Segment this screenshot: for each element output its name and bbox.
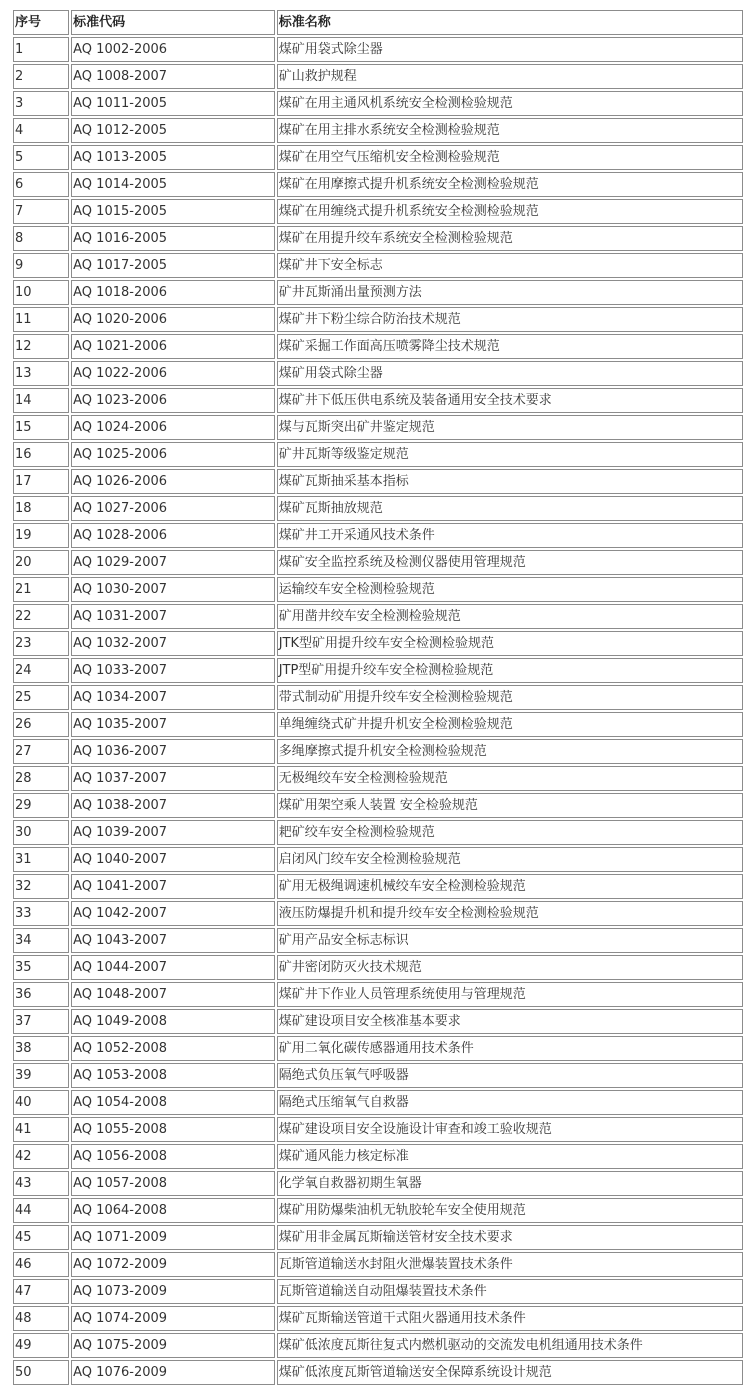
table-row bbox=[13, 1009, 743, 1034]
cell-name: 煤矿瓦斯输送管道干式阻火器通用技术条件 bbox=[277, 1306, 743, 1331]
cell-name: 矿用产品安全标志标识 bbox=[277, 928, 743, 953]
table-row bbox=[13, 604, 743, 629]
cell-name: 煤矿建设项目安全设施设计审查和竣工验收规范 bbox=[277, 1117, 743, 1142]
cell-name: 煤与瓦斯突出矿井鉴定规范 bbox=[277, 415, 743, 440]
cell-no: 8 bbox=[13, 226, 69, 251]
cell-no: 19 bbox=[13, 523, 69, 548]
cell-no: 45 bbox=[13, 1225, 69, 1250]
cell-code: AQ 1020-2006 bbox=[71, 307, 275, 332]
cell-no: 23 bbox=[13, 631, 69, 656]
cell-name: 矿用无极绳调速机械绞车安全检测检验规范 bbox=[277, 874, 743, 899]
table-row bbox=[13, 415, 743, 440]
table-row bbox=[13, 1090, 743, 1115]
cell-code: AQ 1027-2006 bbox=[71, 496, 275, 521]
cell-no: 39 bbox=[13, 1063, 69, 1088]
cell-name: 煤矿用袋式除尘器 bbox=[277, 361, 743, 386]
table-row bbox=[13, 631, 743, 656]
cell-code: AQ 1040-2007 bbox=[71, 847, 275, 872]
table-row bbox=[13, 469, 743, 494]
cell-code: AQ 1038-2007 bbox=[71, 793, 275, 818]
table-row bbox=[13, 712, 743, 737]
table-body bbox=[13, 37, 743, 1385]
table-row bbox=[13, 1144, 743, 1169]
cell-code: AQ 1032-2007 bbox=[71, 631, 275, 656]
cell-no: 1 bbox=[13, 37, 69, 62]
cell-name: 矿井密闭防灭火技术规范 bbox=[277, 955, 743, 980]
cell-no: 21 bbox=[13, 577, 69, 602]
cell-code: AQ 1056-2008 bbox=[71, 1144, 275, 1169]
table-row bbox=[13, 1252, 743, 1277]
cell-no: 29 bbox=[13, 793, 69, 818]
cell-code: AQ 1042-2007 bbox=[71, 901, 275, 926]
table-row bbox=[13, 1198, 743, 1223]
header-code: 标准代码 bbox=[71, 10, 275, 35]
cell-name: 煤矿瓦斯抽放规范 bbox=[277, 496, 743, 521]
cell-no: 33 bbox=[13, 901, 69, 926]
cell-name: 煤矿在用主排水系统安全检测检验规范 bbox=[277, 118, 743, 143]
table-row bbox=[13, 847, 743, 872]
cell-code: AQ 1055-2008 bbox=[71, 1117, 275, 1142]
table-row bbox=[13, 901, 743, 926]
cell-name: 煤矿井下作业人员管理系统使用与管理规范 bbox=[277, 982, 743, 1007]
cell-code: AQ 1035-2007 bbox=[71, 712, 275, 737]
cell-no: 43 bbox=[13, 1171, 69, 1196]
cell-no: 35 bbox=[13, 955, 69, 980]
table-row bbox=[13, 64, 743, 89]
cell-no: 11 bbox=[13, 307, 69, 332]
cell-name: 煤矿用防爆柴油机无轨胶轮车安全使用规范 bbox=[277, 1198, 743, 1223]
cell-code: AQ 1048-2007 bbox=[71, 982, 275, 1007]
cell-name: 煤矿建设项目安全核准基本要求 bbox=[277, 1009, 743, 1034]
cell-name: 矿山救护规程 bbox=[277, 64, 743, 89]
cell-no: 16 bbox=[13, 442, 69, 467]
cell-no: 44 bbox=[13, 1198, 69, 1223]
table-row bbox=[13, 118, 743, 143]
cell-code: AQ 1072-2009 bbox=[71, 1252, 275, 1277]
cell-name: 矿井瓦斯等级鉴定规范 bbox=[277, 442, 743, 467]
cell-name: 隔绝式负压氧气呼吸器 bbox=[277, 1063, 743, 1088]
header-no: 序号 bbox=[13, 10, 69, 35]
cell-code: AQ 1017-2005 bbox=[71, 253, 275, 278]
table-row bbox=[13, 550, 743, 575]
table-row bbox=[13, 577, 743, 602]
cell-no: 2 bbox=[13, 64, 69, 89]
cell-no: 14 bbox=[13, 388, 69, 413]
cell-name: 矿用凿井绞车安全检测检验规范 bbox=[277, 604, 743, 629]
table-row bbox=[13, 307, 743, 332]
cell-name: 运输绞车安全检测检验规范 bbox=[277, 577, 743, 602]
cell-no: 28 bbox=[13, 766, 69, 791]
cell-code: AQ 1026-2006 bbox=[71, 469, 275, 494]
table-row bbox=[13, 145, 743, 170]
cell-no: 3 bbox=[13, 91, 69, 116]
cell-no: 25 bbox=[13, 685, 69, 710]
cell-no: 30 bbox=[13, 820, 69, 845]
cell-code: AQ 1014-2005 bbox=[71, 172, 275, 197]
cell-name: 煤矿瓦斯抽采基本指标 bbox=[277, 469, 743, 494]
table-row bbox=[13, 1225, 743, 1250]
table-row bbox=[13, 1333, 743, 1358]
cell-no: 24 bbox=[13, 658, 69, 683]
cell-code: AQ 1018-2006 bbox=[71, 280, 275, 305]
cell-no: 12 bbox=[13, 334, 69, 359]
cell-name: 煤矿低浓度瓦斯管道输送安全保障系统设计规范 bbox=[277, 1360, 743, 1385]
cell-name: 煤矿低浓度瓦斯往复式内燃机驱动的交流发电机组通用技术条件 bbox=[277, 1333, 743, 1358]
cell-name: 耙矿绞车安全检测检验规范 bbox=[277, 820, 743, 845]
cell-no: 46 bbox=[13, 1252, 69, 1277]
table-row bbox=[13, 1360, 743, 1385]
header-name: 标准名称 bbox=[277, 10, 743, 35]
cell-no: 27 bbox=[13, 739, 69, 764]
cell-code: AQ 1021-2006 bbox=[71, 334, 275, 359]
cell-no: 50 bbox=[13, 1360, 69, 1385]
cell-code: AQ 1041-2007 bbox=[71, 874, 275, 899]
cell-no: 5 bbox=[13, 145, 69, 170]
cell-no: 9 bbox=[13, 253, 69, 278]
header-row bbox=[13, 10, 743, 35]
cell-name: 煤矿用架空乘人装置 安全检验规范 bbox=[277, 793, 743, 818]
cell-no: 49 bbox=[13, 1333, 69, 1358]
cell-code: AQ 1037-2007 bbox=[71, 766, 275, 791]
cell-name: 煤矿用非金属瓦斯输送管材安全技术要求 bbox=[277, 1225, 743, 1250]
cell-name: 煤矿井工开采通风技术条件 bbox=[277, 523, 743, 548]
cell-name: 煤矿井下粉尘综合防治技术规范 bbox=[277, 307, 743, 332]
cell-code: AQ 1076-2009 bbox=[71, 1360, 275, 1385]
cell-code: AQ 1013-2005 bbox=[71, 145, 275, 170]
cell-name: 带式制动矿用提升绞车安全检测检验规范 bbox=[277, 685, 743, 710]
table-row bbox=[13, 172, 743, 197]
standards-table bbox=[11, 8, 745, 1387]
table-row bbox=[13, 253, 743, 278]
cell-code: AQ 1031-2007 bbox=[71, 604, 275, 629]
cell-code: AQ 1002-2006 bbox=[71, 37, 275, 62]
table-row bbox=[13, 928, 743, 953]
table-row bbox=[13, 658, 743, 683]
cell-no: 20 bbox=[13, 550, 69, 575]
cell-name: 矿用二氧化碳传感器通用技术条件 bbox=[277, 1036, 743, 1061]
table-row bbox=[13, 1279, 743, 1304]
table-row bbox=[13, 793, 743, 818]
table-row bbox=[13, 496, 743, 521]
cell-name: 煤矿通风能力核定标准 bbox=[277, 1144, 743, 1169]
cell-no: 31 bbox=[13, 847, 69, 872]
cell-code: AQ 1008-2007 bbox=[71, 64, 275, 89]
table-row bbox=[13, 1117, 743, 1142]
cell-code: AQ 1022-2006 bbox=[71, 361, 275, 386]
cell-code: AQ 1057-2008 bbox=[71, 1171, 275, 1196]
cell-no: 40 bbox=[13, 1090, 69, 1115]
cell-code: AQ 1052-2008 bbox=[71, 1036, 275, 1061]
cell-no: 32 bbox=[13, 874, 69, 899]
cell-code: AQ 1011-2005 bbox=[71, 91, 275, 116]
cell-code: AQ 1034-2007 bbox=[71, 685, 275, 710]
cell-name: 煤矿在用主通风机系统安全检测检验规范 bbox=[277, 91, 743, 116]
cell-code: AQ 1074-2009 bbox=[71, 1306, 275, 1331]
cell-code: AQ 1029-2007 bbox=[71, 550, 275, 575]
cell-name: JTK型矿用提升绞车安全检测检验规范 bbox=[277, 631, 743, 656]
cell-code: AQ 1024-2006 bbox=[71, 415, 275, 440]
cell-name: 煤矿在用摩擦式提升机系统安全检测检验规范 bbox=[277, 172, 743, 197]
cell-no: 18 bbox=[13, 496, 69, 521]
cell-code: AQ 1030-2007 bbox=[71, 577, 275, 602]
cell-code: AQ 1075-2009 bbox=[71, 1333, 275, 1358]
cell-code: AQ 1039-2007 bbox=[71, 820, 275, 845]
cell-no: 15 bbox=[13, 415, 69, 440]
cell-no: 36 bbox=[13, 982, 69, 1007]
cell-no: 22 bbox=[13, 604, 69, 629]
cell-no: 7 bbox=[13, 199, 69, 224]
cell-code: AQ 1033-2007 bbox=[71, 658, 275, 683]
table-row bbox=[13, 280, 743, 305]
cell-code: AQ 1015-2005 bbox=[71, 199, 275, 224]
table-row bbox=[13, 91, 743, 116]
cell-no: 13 bbox=[13, 361, 69, 386]
cell-no: 34 bbox=[13, 928, 69, 953]
table-row bbox=[13, 1171, 743, 1196]
cell-no: 48 bbox=[13, 1306, 69, 1331]
cell-name: 煤矿安全监控系统及检测仪器使用管理规范 bbox=[277, 550, 743, 575]
table-row bbox=[13, 199, 743, 224]
cell-no: 10 bbox=[13, 280, 69, 305]
cell-code: AQ 1023-2006 bbox=[71, 388, 275, 413]
cell-name: 瓦斯管道输送自动阻爆装置技术条件 bbox=[277, 1279, 743, 1304]
table-row bbox=[13, 955, 743, 980]
cell-name: JTP型矿用提升绞车安全检测检验规范 bbox=[277, 658, 743, 683]
cell-code: AQ 1054-2008 bbox=[71, 1090, 275, 1115]
table-row bbox=[13, 334, 743, 359]
table-row bbox=[13, 982, 743, 1007]
cell-no: 26 bbox=[13, 712, 69, 737]
cell-code: AQ 1053-2008 bbox=[71, 1063, 275, 1088]
cell-name: 煤矿用袋式除尘器 bbox=[277, 37, 743, 62]
cell-name: 矿井瓦斯涌出量预测方法 bbox=[277, 280, 743, 305]
cell-code: AQ 1049-2008 bbox=[71, 1009, 275, 1034]
cell-name: 煤矿采掘工作面高压喷雾降尘技术规范 bbox=[277, 334, 743, 359]
table-row bbox=[13, 361, 743, 386]
cell-name: 煤矿在用空气压缩机安全检测检验规范 bbox=[277, 145, 743, 170]
cell-name: 瓦斯管道输送水封阻火泄爆装置技术条件 bbox=[277, 1252, 743, 1277]
cell-no: 47 bbox=[13, 1279, 69, 1304]
table-row bbox=[13, 1063, 743, 1088]
cell-code: AQ 1025-2006 bbox=[71, 442, 275, 467]
table-row bbox=[13, 820, 743, 845]
table-row bbox=[13, 523, 743, 548]
cell-name: 煤矿在用缠绕式提升机系统安全检测检验规范 bbox=[277, 199, 743, 224]
cell-no: 41 bbox=[13, 1117, 69, 1142]
cell-name: 煤矿井下低压供电系统及装备通用安全技术要求 bbox=[277, 388, 743, 413]
table-row bbox=[13, 1306, 743, 1331]
cell-code: AQ 1043-2007 bbox=[71, 928, 275, 953]
cell-name: 煤矿井下安全标志 bbox=[277, 253, 743, 278]
table-row bbox=[13, 766, 743, 791]
cell-name: 液压防爆提升机和提升绞车安全检测检验规范 bbox=[277, 901, 743, 926]
cell-no: 17 bbox=[13, 469, 69, 494]
cell-code: AQ 1064-2008 bbox=[71, 1198, 275, 1223]
cell-no: 4 bbox=[13, 118, 69, 143]
table-row bbox=[13, 739, 743, 764]
table-row bbox=[13, 685, 743, 710]
cell-name: 多绳摩擦式提升机安全检测检验规范 bbox=[277, 739, 743, 764]
cell-code: AQ 1073-2009 bbox=[71, 1279, 275, 1304]
table-row bbox=[13, 226, 743, 251]
cell-code: AQ 1028-2006 bbox=[71, 523, 275, 548]
cell-code: AQ 1044-2007 bbox=[71, 955, 275, 980]
cell-code: AQ 1016-2005 bbox=[71, 226, 275, 251]
cell-no: 37 bbox=[13, 1009, 69, 1034]
cell-name: 启闭风门绞车安全检测检验规范 bbox=[277, 847, 743, 872]
table-row bbox=[13, 37, 743, 62]
table-row bbox=[13, 388, 743, 413]
cell-code: AQ 1071-2009 bbox=[71, 1225, 275, 1250]
cell-no: 42 bbox=[13, 1144, 69, 1169]
cell-no: 6 bbox=[13, 172, 69, 197]
cell-name: 隔绝式压缩氧气自救器 bbox=[277, 1090, 743, 1115]
cell-name: 化学氧自救器初期生氧器 bbox=[277, 1171, 743, 1196]
table-row bbox=[13, 442, 743, 467]
cell-name: 无极绳绞车安全检测检验规范 bbox=[277, 766, 743, 791]
cell-code: AQ 1036-2007 bbox=[71, 739, 275, 764]
cell-name: 单绳缠绕式矿井提升机安全检测检验规范 bbox=[277, 712, 743, 737]
cell-code: AQ 1012-2005 bbox=[71, 118, 275, 143]
table-row bbox=[13, 874, 743, 899]
cell-name: 煤矿在用提升绞车系统安全检测检验规范 bbox=[277, 226, 743, 251]
cell-no: 38 bbox=[13, 1036, 69, 1061]
table-row bbox=[13, 1036, 743, 1061]
